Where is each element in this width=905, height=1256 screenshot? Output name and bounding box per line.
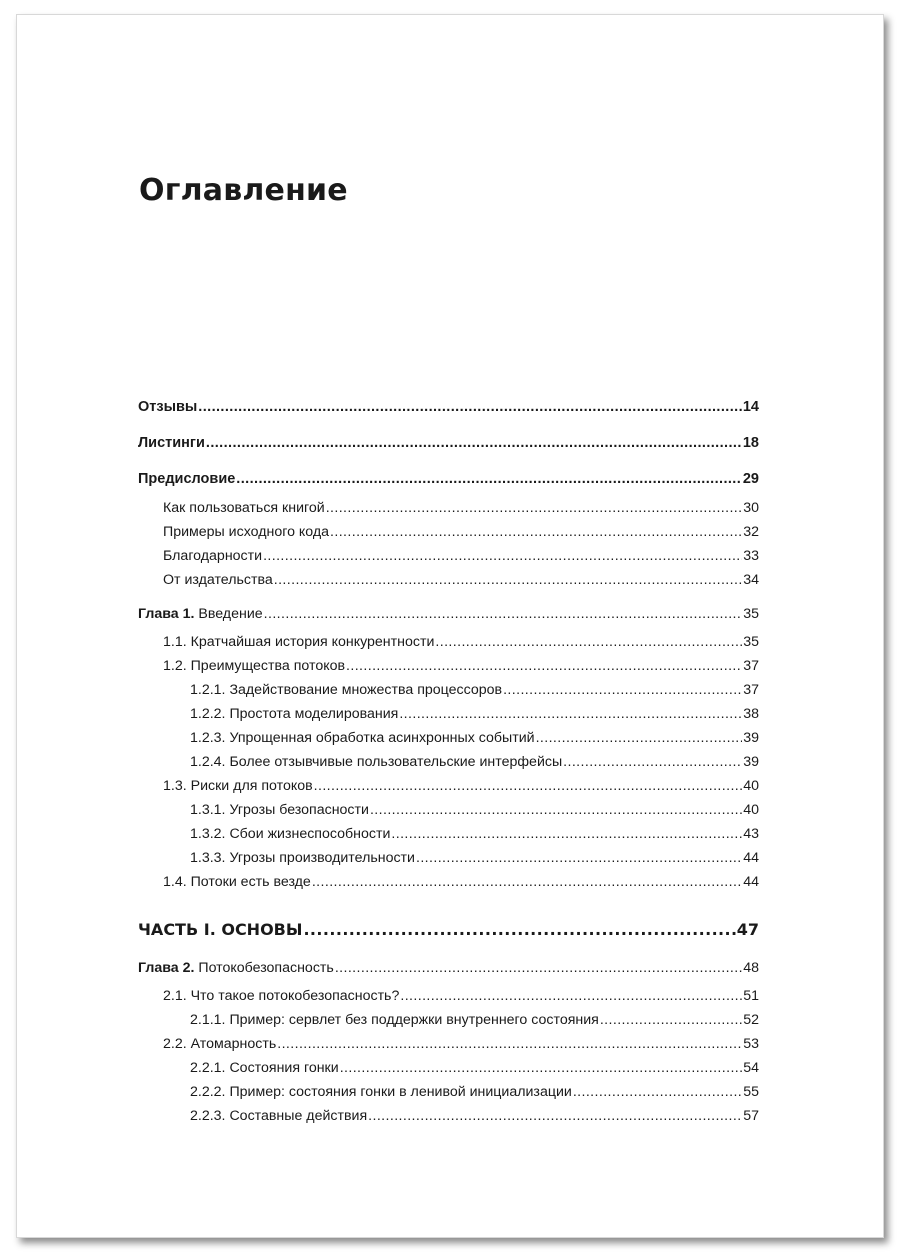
dot-leader bbox=[198, 399, 742, 415]
toc-page-number: 35 bbox=[743, 606, 759, 622]
toc-entry-label: 2.2.2. Пример: состояния гонки в ленивой инициализации bbox=[190, 1084, 572, 1100]
toc-entry-label: Как пользоваться книгой bbox=[163, 500, 325, 516]
toc-part-heading bbox=[138, 920, 759, 939]
toc-entry-label: 1.4. Потоки есть везде bbox=[163, 874, 311, 890]
toc-page-number: 39 bbox=[743, 730, 759, 746]
toc-entry-label: От издательства bbox=[163, 572, 273, 588]
toc-entry-label: Благодарности bbox=[163, 548, 263, 564]
toc-page-number: 55 bbox=[743, 1084, 759, 1100]
dot-leader bbox=[416, 850, 742, 866]
toc-entry bbox=[163, 548, 759, 564]
toc-page-number: 35 bbox=[743, 634, 759, 650]
toc-entry bbox=[163, 572, 759, 588]
dot-leader bbox=[435, 634, 742, 650]
toc-entry bbox=[163, 500, 759, 516]
dot-leader bbox=[536, 730, 743, 746]
toc-page-number: 34 bbox=[743, 572, 759, 588]
dot-leader bbox=[312, 874, 742, 890]
toc-entry bbox=[163, 634, 759, 650]
toc-entry-label: 1.2.2. Простота моделирования bbox=[190, 706, 399, 722]
dot-leader bbox=[503, 682, 742, 698]
toc-page-number: 40 bbox=[743, 802, 759, 818]
toc-entry-label bbox=[138, 606, 263, 622]
toc-page-number: 18 bbox=[742, 435, 759, 451]
toc-entry-label: Отзывы bbox=[138, 399, 198, 415]
toc-entry-label: 1.3.2. Сбои жизнеспособности bbox=[190, 826, 391, 842]
toc-entry-label: 1.2. Преимущества потоков bbox=[163, 658, 346, 674]
toc-page-number: 29 bbox=[742, 471, 759, 487]
toc-entry bbox=[138, 960, 759, 976]
dot-leader bbox=[340, 1060, 743, 1076]
dot-leader bbox=[368, 1108, 742, 1124]
toc-entry-label: 1.1. Кратчайшая история конкурентности bbox=[163, 634, 435, 650]
toc-entry-label: 1.3. Риски для потоков bbox=[163, 778, 313, 794]
dot-leader bbox=[330, 524, 742, 540]
toc-page-number: 44 bbox=[743, 850, 759, 866]
chapter-number: Глава 2. bbox=[138, 960, 195, 976]
toc-entry-label: 1.3.1. Угрозы безопасности bbox=[190, 802, 369, 818]
toc-entry-label: Примеры исходного кода bbox=[163, 524, 330, 540]
page-title: Оглавление bbox=[139, 173, 348, 208]
dot-leader bbox=[263, 548, 742, 564]
dot-leader bbox=[274, 572, 742, 588]
toc-entry-label: 2.2.1. Состояния гонки bbox=[190, 1060, 339, 1076]
toc-page-number: 48 bbox=[743, 960, 759, 976]
chapter-title: Введение bbox=[198, 606, 263, 622]
toc-page-number: 40 bbox=[743, 778, 759, 794]
toc-entry bbox=[190, 706, 759, 722]
toc-page-number: 39 bbox=[743, 754, 759, 770]
dot-leader bbox=[264, 606, 743, 622]
toc-entry bbox=[163, 1036, 759, 1052]
toc-entry-label: 2.2. Атомарность bbox=[163, 1036, 277, 1052]
toc-entry bbox=[138, 606, 759, 622]
dot-leader bbox=[563, 754, 742, 770]
toc-entry-label bbox=[138, 960, 334, 976]
toc-page-number: 38 bbox=[743, 706, 759, 722]
toc-entry bbox=[190, 850, 759, 866]
toc-entry bbox=[190, 1084, 759, 1100]
toc-entry-label: 1.2.3. Упрощенная обработка асинхронных событий bbox=[190, 730, 535, 746]
chapter-title: Потокобезопасность bbox=[198, 960, 334, 976]
dot-leader bbox=[303, 920, 735, 939]
toc-entry bbox=[138, 399, 759, 415]
dot-leader bbox=[326, 500, 743, 516]
toc-page-number: 54 bbox=[743, 1060, 759, 1076]
dot-leader bbox=[400, 988, 742, 1004]
toc-entry bbox=[190, 754, 759, 770]
toc-page-number: 52 bbox=[743, 1012, 759, 1028]
toc-entry bbox=[190, 730, 759, 746]
toc-entry bbox=[190, 826, 759, 842]
toc-entry-label: 2.1. Что такое потокобезопасность? bbox=[163, 988, 400, 1004]
toc-page-number: 51 bbox=[743, 988, 759, 1004]
toc-entry-label: 1.2.1. Задействование множества процессоров bbox=[190, 682, 503, 698]
toc-entry-label: Листинги bbox=[138, 435, 205, 451]
toc-entry bbox=[163, 874, 759, 890]
toc-page-number: 43 bbox=[743, 826, 759, 842]
toc-entry bbox=[190, 682, 759, 698]
toc-page-number: 53 bbox=[743, 1036, 759, 1052]
toc-entry-label: 1.3.3. Угрозы производительности bbox=[190, 850, 415, 866]
toc-page-number: 44 bbox=[743, 874, 759, 890]
chapter-number: Глава 1. bbox=[138, 606, 195, 622]
toc-entry bbox=[163, 658, 759, 674]
toc-page-number: 37 bbox=[743, 658, 759, 674]
toc-entry bbox=[163, 524, 759, 540]
toc-entry bbox=[163, 778, 759, 794]
toc-entry bbox=[190, 802, 759, 818]
toc-entry-label: 2.1.1. Пример: сервлет без поддержки внутреннего состояния bbox=[190, 1012, 599, 1028]
dot-leader bbox=[314, 778, 743, 794]
toc-page-number: 47 bbox=[736, 920, 759, 939]
toc-page-number: 14 bbox=[742, 399, 759, 415]
table-of-contents bbox=[17, 15, 883, 1237]
dot-leader bbox=[600, 1012, 742, 1028]
toc-entry bbox=[190, 1012, 759, 1028]
dot-leader bbox=[370, 802, 742, 818]
dot-leader bbox=[206, 435, 742, 451]
dot-leader bbox=[236, 471, 742, 487]
toc-entry bbox=[190, 1108, 759, 1124]
toc-page-number: 57 bbox=[743, 1108, 759, 1124]
dot-leader bbox=[573, 1084, 742, 1100]
toc-entry-label: ЧАСТЬ I. ОСНОВЫ bbox=[138, 920, 303, 939]
dot-leader bbox=[335, 960, 742, 976]
toc-page-number: 33 bbox=[743, 548, 759, 564]
dot-leader bbox=[399, 706, 742, 722]
toc-page-number: 37 bbox=[743, 682, 759, 698]
toc-entry-label: 1.2.4. Более отзывчивые пользовательские интерфейсы bbox=[190, 754, 563, 770]
toc-entry bbox=[138, 471, 759, 487]
toc-entry bbox=[163, 988, 759, 1004]
book-page bbox=[16, 14, 884, 1238]
dot-leader bbox=[346, 658, 742, 674]
toc-entry bbox=[190, 1060, 759, 1076]
toc-page-number: 30 bbox=[743, 500, 759, 516]
dot-leader bbox=[391, 826, 742, 842]
dot-leader bbox=[277, 1036, 742, 1052]
toc-page-number: 32 bbox=[743, 524, 759, 540]
toc-entry bbox=[138, 435, 759, 451]
toc-entry-label: 2.2.3. Составные действия bbox=[190, 1108, 368, 1124]
toc-entry-label: Предисловие bbox=[138, 471, 236, 487]
